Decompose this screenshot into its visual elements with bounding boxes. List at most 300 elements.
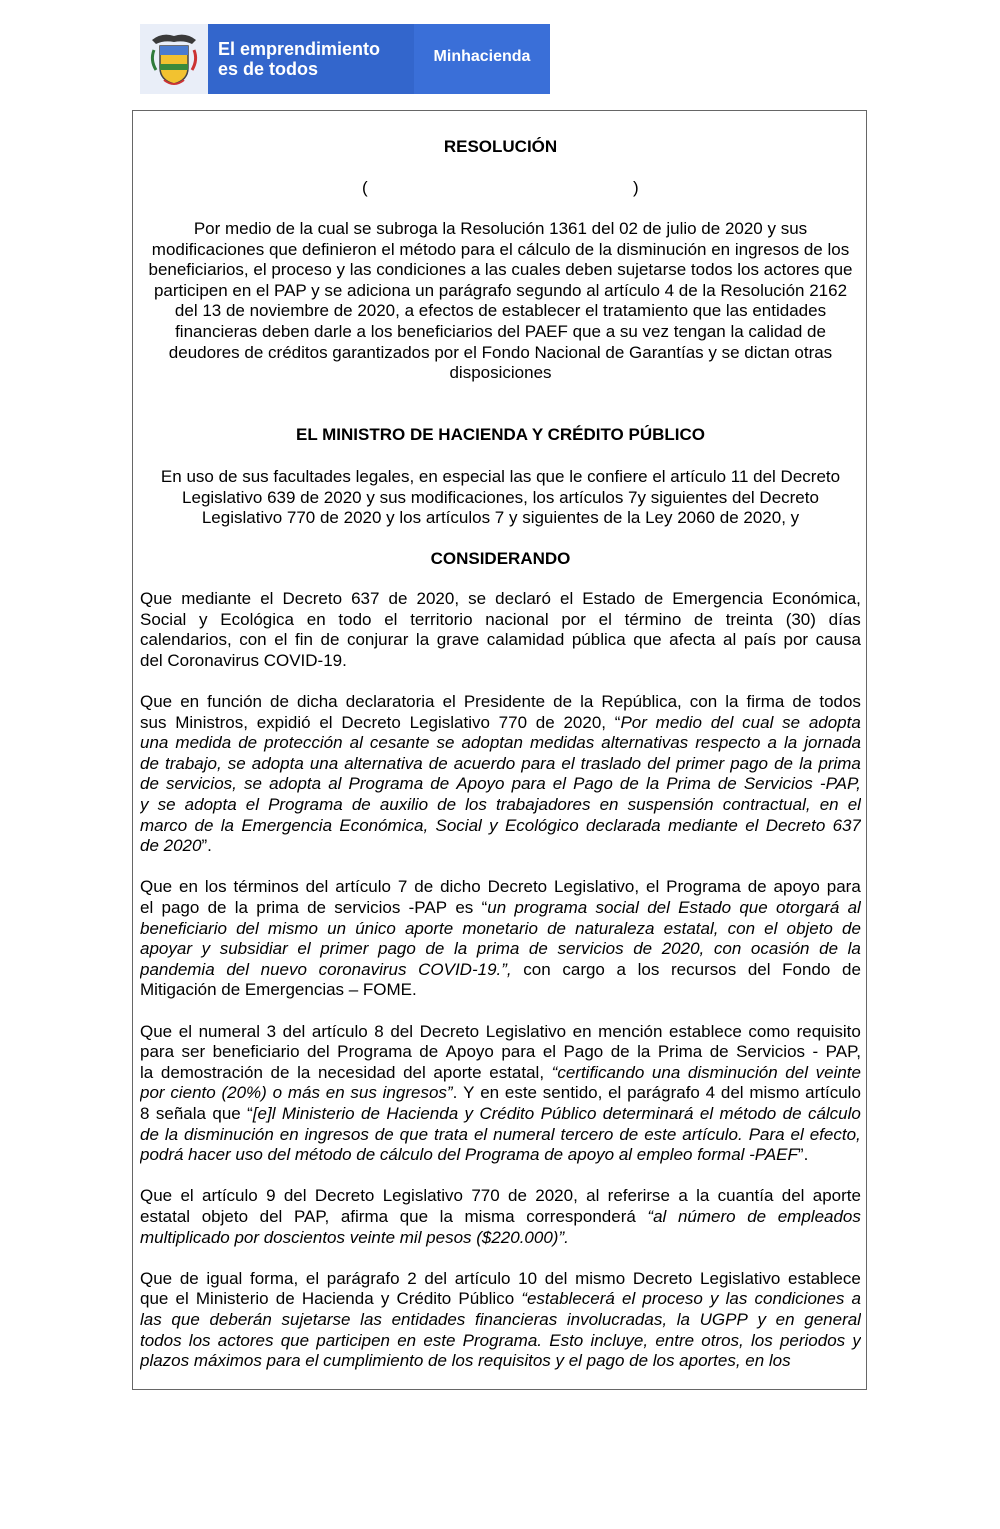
- word: las: [360, 1310, 382, 1329]
- resolution-summary: Por medio de la cual se subroga la Resolución 1361 del 02 de julio de 2020 y sus modificaciones que definieron el método para el cálculo de la disminución en ingresos de los beneficiarios, el proceso y las condiciones a las cuales deben sujetarse todos los actores que participen en el PAP y se adiciona un parágrafo segundo al artículo 4 de la Resolución 2162 del 13 de noviembre de 2020, a efectos de establecer el tratamiento que las entidades financieras deben darle a los beneficiarios del PAEF que a su vez tengan la calidad de deudores de créditos garantizados por el Fondo Nacional de Garantías y se dictan otras disposiciones: [148, 219, 853, 383]
- word: plazos: [140, 1351, 190, 1371]
- word: de: [553, 692, 573, 711]
- word: trata: [433, 1124, 468, 1144]
- word: del: [781, 1186, 805, 1206]
- body-line: [140, 1083, 861, 1104]
- word: Decreto: [487, 877, 548, 897]
- word: Ecológico: [504, 815, 579, 835]
- word: artículo: [335, 877, 391, 897]
- word: el: [384, 609, 398, 629]
- word: nacional: [485, 609, 549, 629]
- word: la: [140, 1062, 154, 1082]
- word: de: [361, 1104, 380, 1123]
- body-line: [140, 1331, 861, 1352]
- word: cual: [742, 712, 774, 732]
- word: artículo.: [682, 1124, 743, 1144]
- word: territorio: [410, 609, 473, 629]
- word: Legislativo,: [554, 877, 640, 897]
- word: de: [140, 836, 159, 856]
- word: apoyo: [773, 877, 820, 897]
- word: Programa: [464, 1145, 540, 1165]
- word: 2020,: [563, 712, 607, 732]
- word: ($220.000)”.: [476, 1227, 569, 1247]
- word: pago: [377, 939, 416, 959]
- word: declarada: [585, 815, 661, 835]
- body-line: [140, 651, 861, 672]
- word: (20%): [221, 1083, 267, 1103]
- word: de: [270, 1062, 290, 1082]
- word: alternativa: [344, 753, 423, 773]
- word: Decreto: [765, 815, 826, 835]
- word: suspensión: [627, 795, 714, 814]
- resolution-title: RESOLUCIÓN: [443, 137, 558, 156]
- word: Que: [140, 589, 173, 608]
- word: con: [239, 630, 267, 650]
- word: y: [201, 939, 211, 959]
- word: días: [828, 609, 861, 629]
- word: –: [348, 980, 359, 1000]
- word: mediante: [667, 815, 738, 835]
- word: la: [725, 692, 739, 711]
- word: -PAP,: [819, 774, 861, 794]
- word: que: [633, 630, 662, 650]
- word: el: [622, 1289, 636, 1309]
- word: dicho: [440, 877, 481, 897]
- word: Ministerio: [281, 1104, 355, 1123]
- word: de: [238, 733, 258, 753]
- word: expidió: [256, 712, 311, 732]
- body-line: [140, 754, 861, 775]
- word: en: [306, 609, 326, 629]
- word: República,: [601, 692, 682, 711]
- word: en: [775, 1310, 795, 1329]
- word: del: [710, 712, 734, 732]
- word: Emergencia: [672, 589, 763, 608]
- word: general: [804, 1310, 861, 1329]
- word: primer: [320, 939, 369, 959]
- word: un: [327, 918, 347, 938]
- word: PAP,: [825, 1042, 861, 1062]
- word: condiciones: [754, 1289, 845, 1309]
- word: Decreto: [632, 1268, 693, 1288]
- word: mismo: [749, 1083, 800, 1103]
- word: de: [428, 1351, 447, 1371]
- word: de: [320, 630, 340, 650]
- word: servicios: [557, 939, 624, 959]
- word: el: [745, 815, 759, 835]
- word: el: [608, 1083, 622, 1103]
- body-line: [140, 836, 861, 857]
- word: término: [624, 609, 682, 629]
- word: en: [745, 1351, 765, 1371]
- word: Programa: [348, 774, 424, 794]
- word: que: [280, 1330, 310, 1350]
- word: “un: [481, 898, 507, 917]
- word: periodos: [779, 1330, 846, 1350]
- seal-panel: [140, 24, 208, 94]
- word: aporte: [433, 1062, 482, 1082]
- word: de: [140, 1124, 159, 1144]
- word: 7: [397, 877, 408, 897]
- word: señala: [155, 1104, 206, 1123]
- word: dicha: [297, 692, 338, 711]
- word: la: [847, 939, 861, 959]
- word: método: [719, 1104, 777, 1123]
- word: cálculo: [807, 1104, 861, 1123]
- word: de: [207, 898, 227, 917]
- word: con: [727, 918, 756, 938]
- word: ciento: [170, 1083, 216, 1103]
- word: protección: [264, 733, 343, 753]
- word: la: [164, 1124, 179, 1144]
- word: Decreto: [314, 1186, 375, 1206]
- word: 2020”.: [163, 836, 212, 856]
- word: sentido,: [542, 1083, 603, 1103]
- word: alternativas: [601, 733, 689, 753]
- word: y: [380, 1289, 390, 1309]
- word: PAP,: [293, 1207, 330, 1226]
- colombia-coat-of-arms-icon: [148, 30, 200, 88]
- word: adopta: [184, 795, 237, 814]
- word: cesante: [369, 733, 430, 753]
- word: de: [425, 939, 445, 959]
- word: para: [521, 753, 556, 773]
- word: de: [774, 753, 793, 773]
- word: Fondo: [782, 959, 831, 979]
- ministry-name: Minhacienda: [433, 48, 531, 65]
- word: 2020,: [535, 1186, 578, 1206]
- word: aportes,: [679, 1351, 741, 1371]
- word: de: [221, 980, 241, 1000]
- word: veinte: [815, 1062, 861, 1082]
- word: requisito: [796, 1021, 861, 1041]
- word: disminución: [184, 1124, 274, 1144]
- word: objeto: [201, 1207, 249, 1226]
- word: estatal,: [489, 1062, 545, 1082]
- word: artículo: [805, 1083, 861, 1103]
- word: numeral: [198, 1021, 260, 1041]
- word: del: [307, 1042, 330, 1062]
- word: empleo: [636, 1145, 693, 1165]
- word: otros,: [701, 1330, 744, 1350]
- word: estatal: [140, 1207, 191, 1226]
- word: Esto: [549, 1330, 584, 1350]
- word: nuevo: [260, 959, 307, 979]
- word: en: [819, 795, 839, 814]
- word: número: [677, 1207, 736, 1226]
- word: las: [725, 1289, 748, 1309]
- word: apoyo: [567, 1145, 615, 1165]
- word: pago: [586, 1351, 625, 1371]
- word: causa: [815, 630, 861, 650]
- word: podrá: [140, 1145, 184, 1165]
- word: ocasión: [750, 939, 810, 959]
- body-line: [140, 610, 861, 631]
- word: Estado: [582, 589, 636, 608]
- word: financieras: [474, 1310, 558, 1329]
- word: a: [767, 733, 777, 753]
- word: el: [646, 877, 660, 897]
- word: 10: [518, 1268, 538, 1288]
- word: del: [140, 650, 163, 670]
- body-line: [140, 1351, 861, 1372]
- word: en: [397, 1330, 417, 1350]
- word: de: [419, 1042, 439, 1062]
- word: necesidad: [317, 1062, 396, 1082]
- word: cargo: [562, 959, 605, 979]
- word: para: [501, 1042, 536, 1062]
- word: efecto,: [809, 1124, 861, 1144]
- word: deberán: [209, 1310, 272, 1329]
- word: (30): [785, 609, 816, 629]
- word: Hacienda: [386, 1104, 459, 1123]
- body-line: [140, 713, 861, 734]
- word: pandemia: [140, 959, 215, 979]
- word: declaratoria: [345, 692, 435, 711]
- word: que: [140, 1289, 169, 1309]
- word: objeto: [786, 918, 833, 938]
- word: al: [328, 774, 342, 794]
- word: que: [212, 1104, 241, 1123]
- word: los: [465, 795, 487, 814]
- word: la: [234, 898, 249, 917]
- document-frame: [132, 110, 867, 1390]
- word: parágrafo: [326, 1268, 400, 1288]
- word: de: [140, 753, 159, 773]
- word: medio: [655, 712, 702, 732]
- word: del: [305, 877, 329, 897]
- word: adopta: [251, 753, 304, 773]
- word: “certificando: [551, 1062, 645, 1082]
- word: la: [645, 774, 660, 794]
- word: Legislativo: [409, 712, 490, 732]
- word: el: [561, 753, 575, 773]
- word: que: [399, 1124, 429, 1144]
- word: con: [713, 939, 742, 959]
- word: de: [819, 939, 839, 959]
- word: y: [555, 1351, 564, 1371]
- minister-heading: EL MINISTRO DE HACIENDA Y CRÉDITO PÚBLICO: [296, 425, 705, 444]
- word: una: [140, 733, 169, 753]
- body-line: [140, 1310, 861, 1331]
- word: o: [272, 1083, 283, 1103]
- word: Programa: [666, 877, 741, 897]
- word: a: [678, 1186, 688, 1206]
- slogan-panel: [208, 24, 414, 94]
- word: más: [287, 1083, 320, 1103]
- word: 2020,: [416, 589, 460, 608]
- word: se: [157, 795, 176, 814]
- word: otorgará: [775, 898, 840, 917]
- body-line: [140, 919, 861, 940]
- word: el: [473, 1124, 488, 1144]
- word: de: [430, 774, 450, 794]
- word: primer: [675, 753, 725, 773]
- word: medida: [175, 733, 232, 753]
- word: el: [568, 1351, 582, 1371]
- word: subsidiar: [219, 939, 288, 959]
- word: Decreto: [341, 712, 401, 732]
- word: del: [226, 959, 249, 979]
- word: por: [561, 609, 586, 629]
- word: en: [480, 1083, 500, 1103]
- word: de: [535, 712, 555, 732]
- word: se: [782, 712, 801, 732]
- word: se: [227, 753, 246, 773]
- word: la: [415, 630, 430, 650]
- body-line: [140, 1042, 861, 1063]
- word: de: [747, 1207, 767, 1226]
- word: la: [297, 1062, 311, 1082]
- word: del: [424, 1268, 448, 1288]
- word: el: [297, 939, 311, 959]
- word: afirma: [340, 1207, 389, 1226]
- word: para: [511, 774, 546, 794]
- word: el: [699, 1104, 714, 1123]
- word: de: [428, 753, 448, 773]
- word: social: [595, 898, 639, 917]
- word: establece: [788, 1268, 861, 1288]
- word: por: [234, 1227, 260, 1247]
- word: numeral: [493, 1124, 555, 1144]
- body-line: [140, 692, 861, 713]
- legal-powers-paragraph: En uso de sus facultades legales, en especial las que le confiere el artículo 11 del Decreto Legislativo 639 de 2020 y sus modificaciones, los artículos 7y siguientes del Decreto Legislativo 770 de 2020 y los artículos 7 y siguientes de la Ley 2060 de 2020, y: [160, 467, 841, 528]
- word: Hacienda: [301, 1289, 374, 1309]
- word: de: [747, 877, 767, 897]
- word: y: [464, 1104, 474, 1123]
- word: del: [747, 959, 771, 979]
- word: de: [544, 1145, 564, 1165]
- word: Legislativo: [382, 1186, 464, 1206]
- word: con: [523, 959, 551, 979]
- body-line: [140, 1145, 861, 1166]
- word: traslado: [580, 753, 642, 773]
- word: este: [644, 1124, 677, 1144]
- word: de: [619, 1124, 639, 1144]
- body-line: [140, 630, 861, 651]
- body-line: [140, 1022, 861, 1043]
- word: Prima: [657, 1042, 703, 1062]
- body-line: [140, 816, 861, 837]
- body-line: [140, 795, 861, 816]
- word: de: [270, 692, 289, 711]
- body-line: [140, 1125, 861, 1146]
- word: en: [179, 877, 198, 897]
- word: cumplimiento: [323, 1351, 424, 1371]
- word: Público: [458, 1289, 515, 1309]
- resolution-number-close-paren: ): [633, 178, 639, 197]
- word: el: [598, 609, 612, 629]
- word: el: [319, 712, 333, 732]
- word: Prima: [666, 774, 711, 794]
- word: de: [351, 795, 371, 814]
- word: se: [244, 774, 262, 794]
- word: del: [403, 1062, 426, 1082]
- body-line: [140, 939, 861, 960]
- word: el: [764, 918, 778, 938]
- body-line: [140, 1269, 861, 1290]
- word: el: [180, 1186, 194, 1206]
- word: beneficiario: [140, 918, 227, 938]
- word: Programa: [337, 1042, 412, 1062]
- word: coronavirus: [318, 959, 407, 979]
- word: el: [260, 589, 274, 608]
- word: al: [349, 733, 363, 753]
- word: los: [768, 1351, 791, 1371]
- word: los: [204, 877, 227, 897]
- word: Para: [748, 1124, 785, 1144]
- word: el: [442, 692, 456, 711]
- word: de: [275, 1289, 295, 1309]
- word: el: [552, 774, 566, 794]
- word: treinta: [725, 609, 773, 629]
- word: UGPP: [699, 1310, 748, 1329]
- word: del: [283, 1186, 307, 1206]
- word: Mitigación: [140, 980, 217, 1000]
- word: aporte: [404, 918, 454, 938]
- body-line: [140, 1063, 861, 1084]
- word: 637: [832, 815, 861, 835]
- word: actores: [217, 1330, 274, 1350]
- body-line: [140, 960, 861, 981]
- word: 770: [498, 712, 528, 732]
- word: una: [309, 753, 339, 773]
- word: trabajo,: [164, 753, 222, 773]
- word: el: [559, 589, 574, 608]
- word: del: [544, 1268, 568, 1288]
- word: “[e]l: [247, 1104, 276, 1123]
- word: del: [785, 1062, 808, 1082]
- word: para: [826, 877, 861, 897]
- word: del: [267, 1145, 291, 1165]
- word: Crédito: [396, 1289, 452, 1309]
- word: único: [355, 918, 396, 938]
- word: de: [629, 1351, 649, 1371]
- word: marco: [140, 815, 188, 835]
- word: los: [188, 1330, 211, 1350]
- word: conjurar: [346, 630, 409, 650]
- word: prima: [818, 753, 861, 773]
- word: firma: [746, 692, 785, 711]
- word: -PAP: [408, 898, 448, 917]
- word: Decreto: [419, 1021, 480, 1041]
- word: Presidente: [463, 692, 546, 711]
- word: de: [782, 1104, 802, 1123]
- word: jornada: [804, 733, 861, 753]
- word: -PAEF”.: [749, 1145, 809, 1165]
- word: por: [783, 630, 809, 650]
- word: parágrafo: [627, 1083, 700, 1103]
- body-line: [140, 733, 861, 754]
- word: veinte: [349, 1227, 396, 1247]
- word: acuerdo: [453, 753, 516, 773]
- word: de: [633, 939, 653, 959]
- word: doscientos: [263, 1227, 345, 1247]
- word: de: [437, 795, 457, 814]
- word: Programa: [268, 795, 343, 814]
- word: el: [305, 1351, 319, 1371]
- word: forma,: [250, 1268, 299, 1288]
- word: el: [847, 795, 861, 814]
- word: se: [436, 733, 455, 753]
- body-line: [140, 1207, 861, 1228]
- word: cálculo: [379, 1145, 433, 1165]
- word: Ministerio: [195, 1289, 269, 1309]
- word: y: [852, 1330, 861, 1350]
- word: del: [647, 898, 670, 917]
- word: mil: [399, 1227, 422, 1247]
- word: pública: [571, 630, 626, 650]
